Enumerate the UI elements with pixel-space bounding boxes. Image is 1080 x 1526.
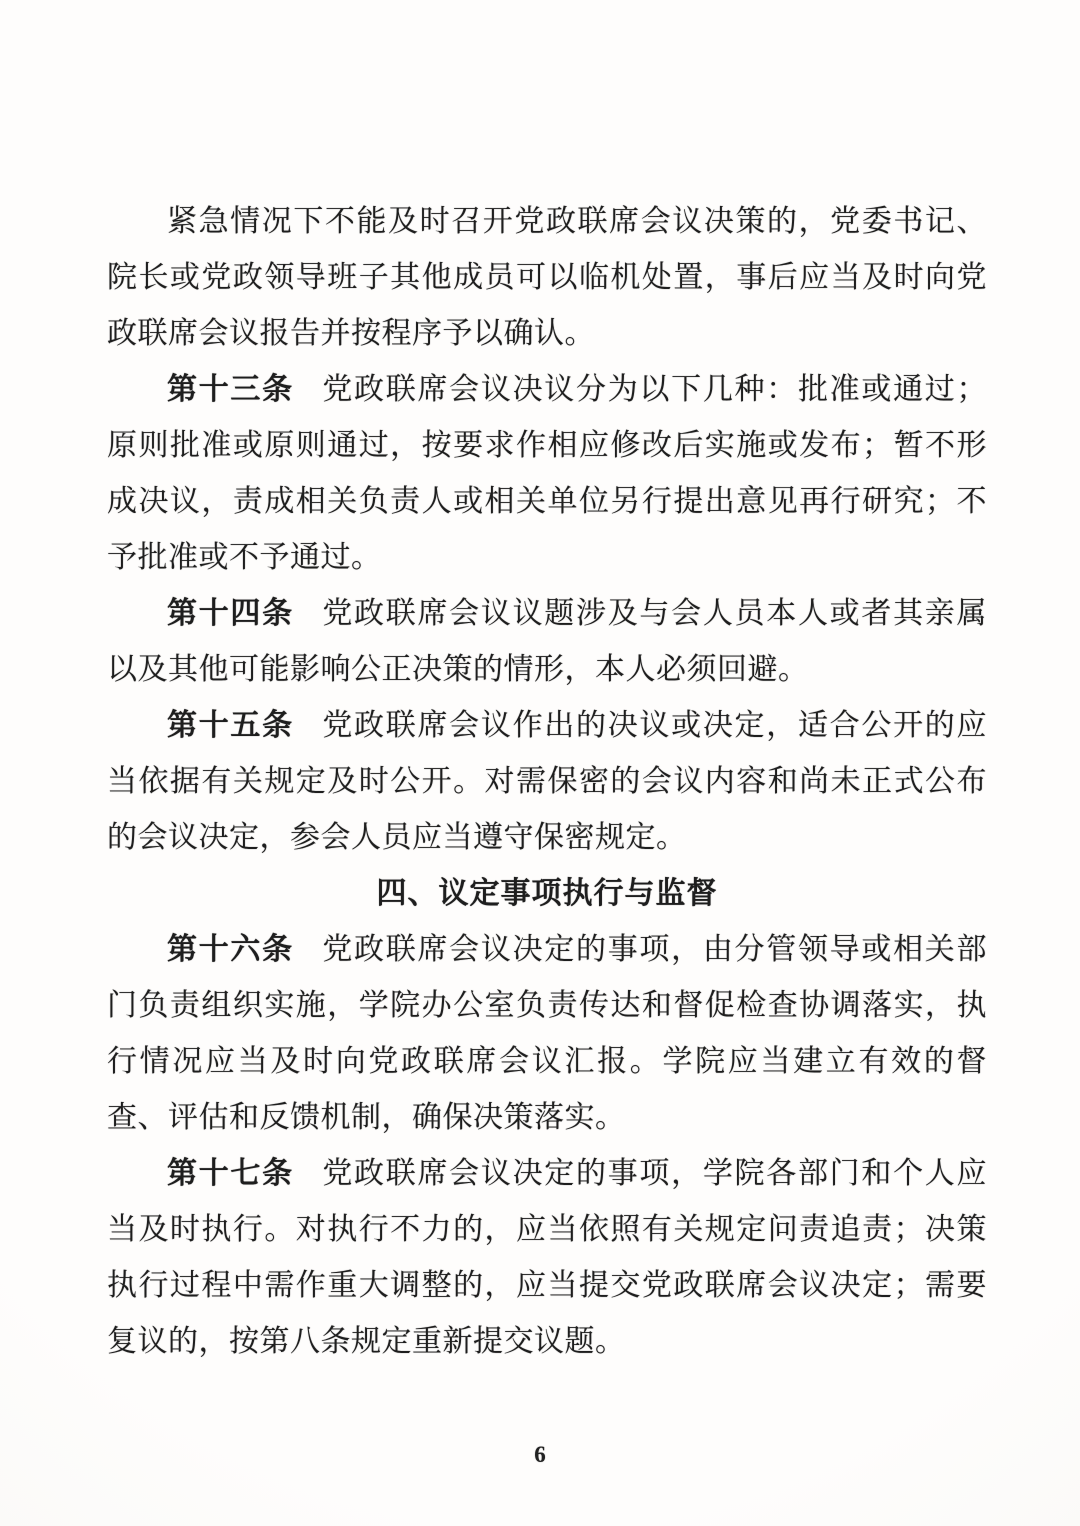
article-14-text: 党政联席会议议题涉及与会人员本人或者其亲属以及其他可能影响公正决策的情形，本人必须回避。 bbox=[107, 597, 988, 686]
article-16-label: 第十六条 bbox=[167, 933, 294, 966]
article-paragraph-15 bbox=[107, 698, 987, 866]
article-paragraph-13 bbox=[107, 362, 987, 586]
page-number: 6 bbox=[534, 1442, 546, 1467]
document-body bbox=[107, 194, 987, 1370]
intro-paragraph: 紧急情况下不能及时召开党政联席会议决策的，党委书记、院长或党政领导班子其他成员可以临机处置，事后应当及时向党政联席会议报告并按程序予以确认。 bbox=[107, 205, 987, 350]
article-13-text: 党政联席会议决议分为以下几种：批准或通过；原则批准或原则通过，按要求作相应修改后实施或发布；暂不形成决议，责成相关负责人或相关单位另行提出意见再行研究；不予批准或不予通过。 bbox=[107, 373, 988, 574]
article-17-label: 第十七条 bbox=[167, 1157, 294, 1190]
section-heading: 四、议定事项执行与监督 bbox=[376, 877, 718, 910]
article-15-label: 第十五条 bbox=[167, 709, 294, 742]
article-paragraph-16 bbox=[107, 922, 987, 1146]
article-paragraph-17 bbox=[107, 1146, 987, 1370]
article-15-text: 党政联席会议作出的决议或决定，适合公开的应当依据有关规定及时公开。对需保密的会议内容和尚未正式公布的会议决定，参会人员应当遵守保密规定。 bbox=[107, 709, 988, 854]
article-17-text: 党政联席会议决定的事项，学院各部门和个人应当及时执行。对执行不力的，应当依照有关规定问责追责；决策执行过程中需作重大调整的，应当提交党政联席会议决定；需要复议的，按第八条规定重新提交议题。 bbox=[107, 1157, 988, 1358]
article-13-label: 第十三条 bbox=[167, 373, 294, 406]
article-paragraph-14 bbox=[107, 586, 987, 698]
article-16-text: 党政联席会议决定的事项，由分管领导或相关部门负责组织实施，学院办公室负责传达和督促检查协调落实，执行情况应当及时向党政联席会议汇报。学院应当建立有效的督查、评估和反馈机制，确保决策落实。 bbox=[107, 933, 988, 1134]
article-14-label: 第十四条 bbox=[167, 597, 294, 630]
